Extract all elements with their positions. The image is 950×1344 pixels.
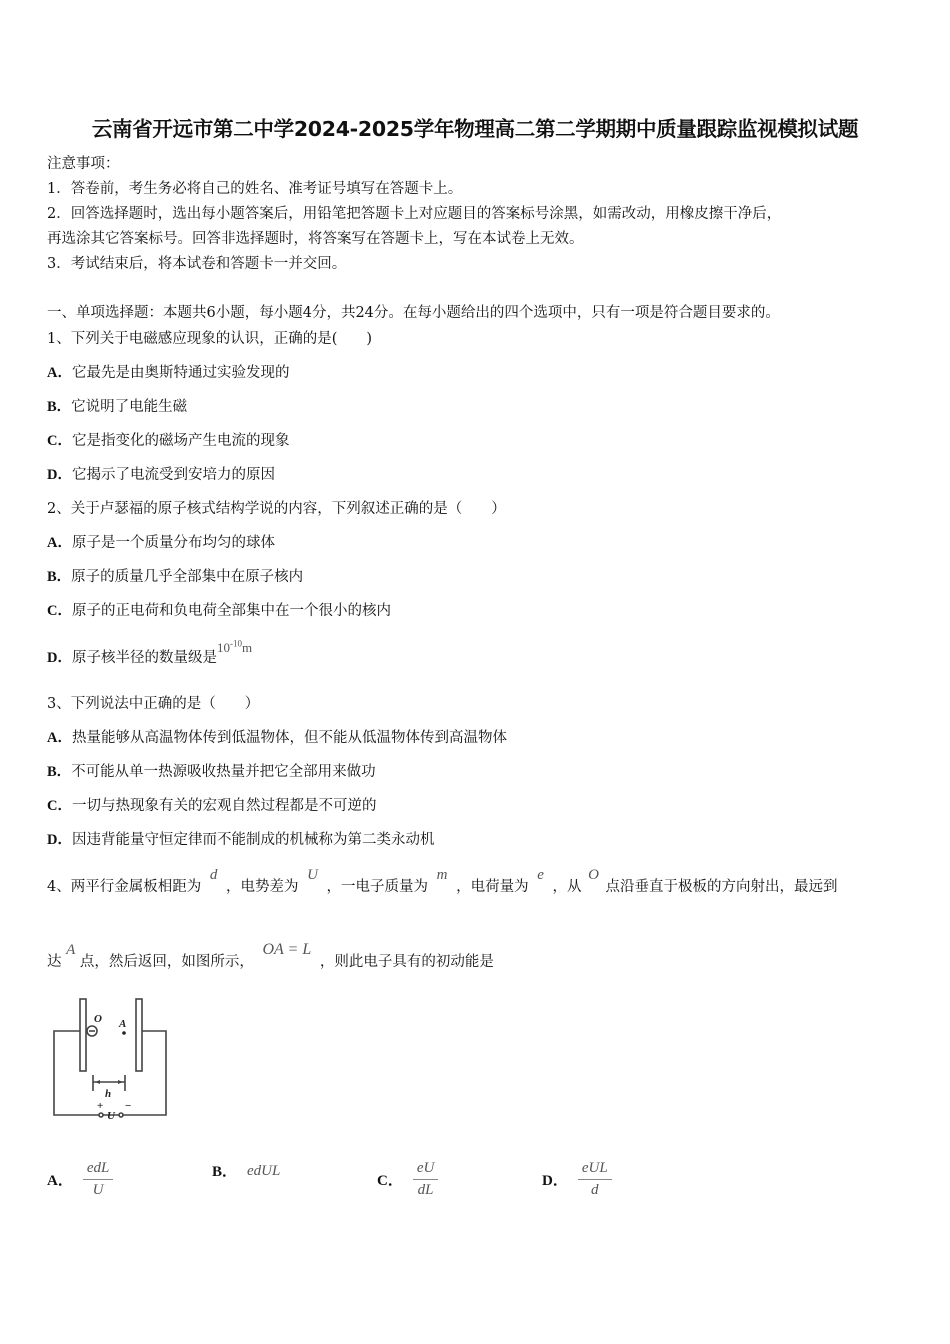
order-of-magnitude-math: $10^{-10}m$: [216, 638, 253, 655]
question-1-option-a: A．它最先是由奥斯特通过实验发现的: [47, 365, 290, 381]
page-title: 云南省开远市第二中学2024-2025学年物理高二第二学期期中质量跟踪监视模拟试题: [91, 117, 859, 141]
question-4-choice-d: D． $\frac{\text{eUL}}{d}$: [542, 1160, 612, 1199]
question-2-stem: 2、关于卢瑟福的原子核式结构学说的内容，下列叙述正确的是（ ）: [47, 501, 506, 517]
notice-item: 3．考试结束后，将本试卷和答题卡一并交回。: [47, 256, 347, 272]
question-4-choice-c: C． $\frac{eU}{dL}$: [377, 1160, 438, 1199]
question-3-option-c: C．一切与热现象有关的宏观自然过程都是不可逆的: [47, 798, 377, 814]
section-heading: 一、单项选择题：本题共6小题，每小题4分，共24分。在每小题给出的四个选项中，只有一项是符合题目要求的。: [47, 305, 780, 321]
question-3-option-d: D．因违背能量守恒定律而不能制成的机械称为第二类永动机: [47, 832, 435, 848]
label-h: h: [105, 1088, 112, 1100]
label-a: A: [119, 1018, 127, 1030]
notice-item: 1．答卷前，考生务必将自己的姓名、准考证号填写在答题卡上。: [47, 181, 463, 197]
capacitor-figure: [50, 995, 175, 1120]
fraction: $\frac{\text{eUL}}{d}$: [578, 1160, 612, 1199]
notice-heading: 注意事项：: [47, 156, 120, 172]
label-o: O: [94, 1013, 102, 1025]
question-1-option-d: D．它揭示了电流受到安培力的原因: [47, 467, 275, 483]
question-3-option-b: B．不可能从单一热源吸收热量并把它全部用来做功: [47, 764, 376, 780]
circuit-wire: [54, 1031, 166, 1115]
left-plate: [80, 999, 86, 1071]
question-3-stem: 3、下列说法中正确的是（ ）: [47, 696, 260, 712]
question-4-choice-b: B． edUL: [212, 1163, 281, 1180]
fraction: $\frac{\text{edL}}{U}$: [83, 1160, 114, 1199]
question-1-stem: 1、下列关于电磁感应现象的认识，正确的是( ): [47, 331, 373, 347]
label-minus: −: [125, 1100, 132, 1112]
question-2-option-c: C．原子的正电荷和负电荷全部集中在一个很小的核内: [47, 603, 391, 619]
question-1-option-c: C．它是指变化的磁场产生电流的现象: [47, 433, 290, 449]
notice-item: 再选涂其它答案标号。回答非选择题时，将答案写在答题卡上，写在本试卷上无效。: [47, 231, 584, 247]
question-3-option-a: A．热量能够从高温物体传到低温物体，但不能从低温物体传到高温物体: [47, 730, 507, 746]
question-2-option-d: D．原子核半径的数量级是$10^{-10}m$: [47, 638, 253, 666]
question-4-choice-a: A． $\frac{\text{edL}}{U}$: [47, 1160, 113, 1199]
fraction: $\frac{eU}{dL}$: [413, 1160, 439, 1199]
question-1-option-b: B．它说明了电能生磁: [47, 399, 188, 415]
question-4-stem-line-2: 达 A 点，然后返回，如图所示， OA = L ，则此电子具有的初动能是: [47, 941, 494, 970]
label-u: U: [107, 1110, 115, 1120]
notice-item: 2．回答选择题时，选出每小题答案后，用铅笔把答题卡上对应题目的答案标号涂黑，如需改动，用橡皮擦干净后，: [47, 206, 782, 222]
question-2-option-a: A．原子是一个质量分布均匀的球体: [47, 535, 275, 551]
question-2-option-b: B．原子的质量几乎全部集中在原子核内: [47, 569, 304, 585]
right-plate: [136, 999, 142, 1071]
point-a-dot: [122, 1031, 126, 1035]
question-4-stem-line-1: 4、两平行金属板相距为 d ，电势差为 U ，一电子质量为 m ，电荷量为 e ，从 O 点沿垂直于极板的方向射出，最远到: [47, 867, 838, 895]
label-plus: +: [97, 1100, 104, 1112]
